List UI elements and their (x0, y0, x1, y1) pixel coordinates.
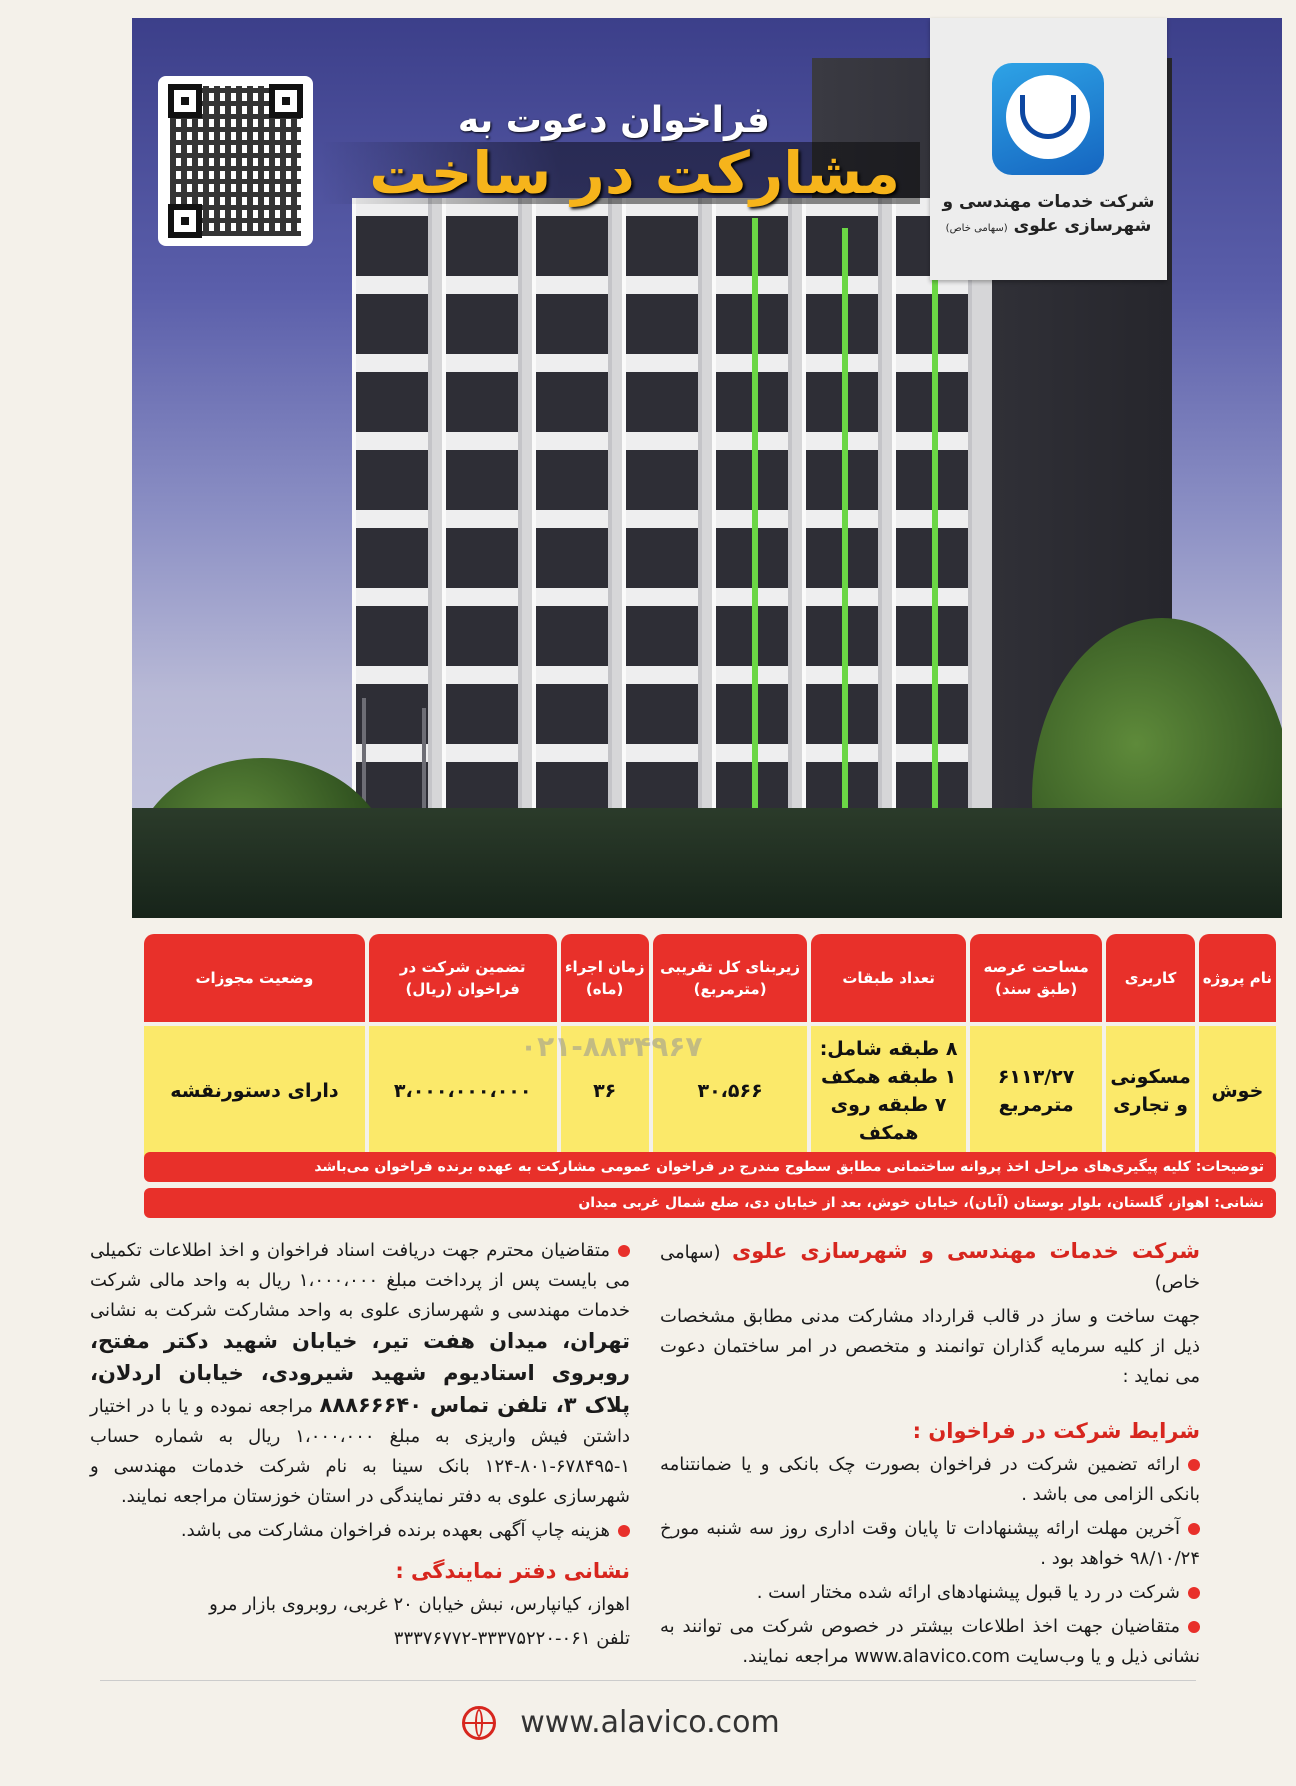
list-item (660, 1612, 1200, 1672)
headline-title: مشارکت در ساخت (320, 142, 920, 204)
header-guarantee: تضمین شرکت در فراخوان (ریال) (369, 934, 557, 1022)
project-address: نشانی: اهواز، گلستان، بلوار بوستان (آبان)، خیابان خوش، بعد از خیابان دی، ضلع شمال غربی میدان (144, 1188, 1276, 1218)
table-note: توضیحات: کلیه پیگیری‌های مراحل اخذ پروانه ساختمانی مطابق سطوح مندرج در فراخوان عمومی مشارکت به عهده برنده فراخوان می‌باشد (144, 1152, 1276, 1182)
tehran-address: تهران، میدان هفت تیر، خیابان شهید دکتر مفتح، روبروی استادیوم شهید شیرودی، خیابان اردلان، پلاک ۳، تلفن تماس ۸۸۸۶۶۶۴۰ (90, 1329, 630, 1417)
cell-total-area: ۳۰،۵۶۶ (653, 1026, 808, 1156)
headline-subtitle: فراخوان دعوت به (457, 100, 770, 141)
logo-glyph (1006, 75, 1090, 159)
table-header-row (144, 934, 1276, 1022)
green-accent (932, 238, 938, 838)
logo-name-suffix: (سهامی خاص) (945, 223, 1008, 234)
list-item (660, 1514, 1200, 1574)
cell-project-name: خوش (1199, 1026, 1276, 1156)
company-name: شرکت خدمات مهندسی و شهرسازی علوی (732, 1239, 1200, 1263)
header-area: مساحت عرصه (طبق سند) (970, 934, 1102, 1022)
list-item (90, 1516, 630, 1546)
header-floors: تعداد طبقات (811, 934, 966, 1022)
cell-area: ۶۱۱۳/۲۷ مترمربع (970, 1026, 1102, 1156)
ground (132, 808, 1282, 918)
bullet-icon (1188, 1459, 1200, 1471)
logo-name-line1: شرکت خدمات مهندسی و (942, 192, 1155, 212)
bullet-icon (618, 1245, 630, 1257)
company-logo-icon (992, 63, 1104, 175)
logo-company-name (938, 190, 1159, 241)
intro-text: جهت ساخت و ساز در قالب قرارداد مشارکت مدنی مطابق مشخصات ذیل از کلیه سرمایه گذاران توانمند و متخصص در امر ساختمان دعوت می نماید : (660, 1306, 1200, 1387)
header-duration: زمان اجراء (ماه) (561, 934, 649, 1022)
project-table (140, 930, 1280, 1160)
list-item (660, 1450, 1200, 1510)
office-title: نشانی دفتر نمایندگی : (395, 1559, 630, 1583)
condition-text: متقاضیان جهت اخذ اطلاعات بیشتر در خصوص شرکت می توانند به نشانی ذیل و یا وب‌سایت www.alavico.com مراجعه نمایند. (660, 1616, 1200, 1667)
condition-text: آخرین مهلت ارائه پیشنهادات تا پایان وقت اداری روز سه شنبه مورخ ۹۸/۱۰/۲۴ خواهد بود . (660, 1518, 1200, 1569)
table-row (144, 1026, 1276, 1156)
documents-text-b: مراجعه نموده و یا با در اختیار داشتن فیش واریزی به مبلغ ۱،۰۰۰،۰۰۰ ریال به شماره حساب ۱-۶۷۸۴۹۵-۸۰۱-۱۲۴ بانک سینا به نام شرکت خدمات مهندسی و شهرسازی علوی به دفتر نمایندگی در استان خوزستان مراجعه نمایند. (90, 1396, 630, 1507)
cell-guarantee: ۳،۰۰۰،۰۰۰،۰۰۰ (369, 1026, 557, 1156)
qr-finder (168, 204, 202, 238)
company-heading (660, 1236, 1200, 1298)
bullet-icon (1188, 1523, 1200, 1535)
header-permits: وضعیت مجوزات (144, 934, 365, 1022)
cell-floors: ۸ طبقه شامل: ۱ طبقه همکف ۷ طبقه روی همکف (811, 1026, 966, 1156)
header-total-area: زیربنای کل تقریبی (مترمربع) (653, 934, 808, 1022)
logo-name-text: شهرسازی علوی (1013, 216, 1152, 236)
documents-column (90, 1236, 630, 1658)
cell-duration: ۳۶ (561, 1026, 649, 1156)
company-logo-box (930, 18, 1167, 280)
cell-permits: دارای دستورنقشه (144, 1026, 365, 1156)
documents-text-a: متقاضیان محترم جهت دریافت اسناد فراخوان و اخذ اطلاعات تکمیلی می بایست پس از پرداخت مبلغ ۱،۰۰۰،۰۰۰ ریال به واحد مالی شرکت خدمات مهندسی و شهرسازی علوی به واحد مشارکت شرکت به نشانی (90, 1240, 630, 1321)
office-phone: تلفن ۰۶۱-۳۳۳۷۵۲۲۰-۳۳۳۷۶۷۷۲ (393, 1628, 630, 1649)
cell-usage: مسکونی و تجاری (1106, 1026, 1194, 1156)
list-item (660, 1578, 1200, 1608)
green-accent (842, 228, 848, 848)
footer-divider (100, 1680, 1196, 1681)
invitation-column (660, 1236, 1200, 1676)
logo-name-line2 (938, 214, 1159, 241)
condition-text: شرکت در رد یا قبول پیشنهادهای ارائه شده مختار است . (756, 1582, 1180, 1603)
list-item (90, 1236, 630, 1512)
bullet-icon (1188, 1587, 1200, 1599)
condition-text: ارائه تضمین شرکت در فراخوان بصورت چک بانکی و یا ضمانتنامه بانکی الزامی می باشد . (660, 1454, 1200, 1505)
bullet-icon (1188, 1621, 1200, 1633)
qr-finder (168, 84, 202, 118)
header-usage: کاربری (1106, 934, 1194, 1022)
green-accent (752, 218, 758, 858)
print-cost-text: هزینه چاپ آگهی بعهده برنده فراخوان مشارکت می باشد. (180, 1520, 610, 1541)
header-project-name: نام پروژه (1199, 934, 1276, 1022)
qr-finder (269, 84, 303, 118)
office-address: اهواز، کیانپارس، نبش خیابان ۲۰ غربی، روبروی بازار مرو (209, 1594, 630, 1615)
conditions-title: شرایط شرکت در فراخوان : (912, 1419, 1200, 1443)
bullet-icon (618, 1525, 630, 1537)
website-link[interactable]: www.alavico.com (520, 1705, 780, 1740)
qr-code (158, 76, 313, 246)
watermark-phone: ۰۲۱-۸۸۳۴۹۶۷ (520, 1030, 703, 1063)
company-suffix: (سهامی خاص) (660, 1242, 1200, 1293)
